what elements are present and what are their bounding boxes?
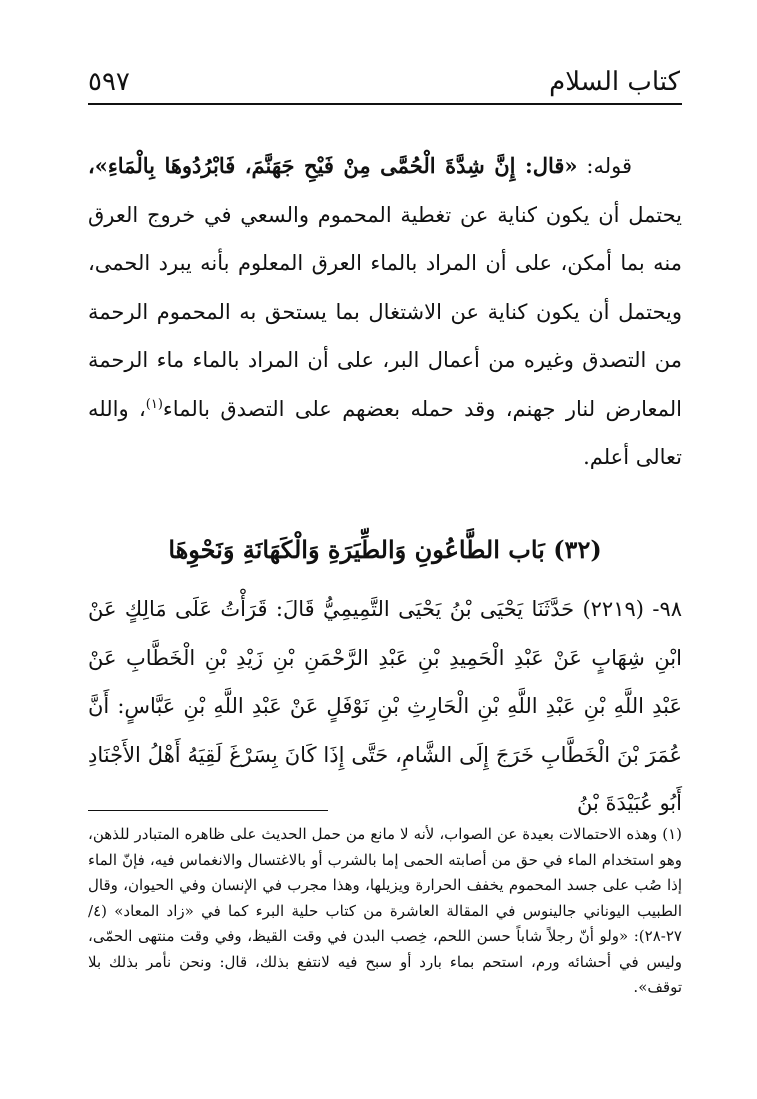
- commentary-body: يحتمل أن يكون كناية عن تغطية المحموم والسعي في خروج العرق منه بما أمكن، على أن المراد بالماء العرق المعلوم بأنه يبرد الحمى، ويحتمل أن يكون كناية عن الاشتغال بما يستحق به المحموم الرحمة من التصدق وغيره من أعمال البر، على أن المراد بالماء ماء الرحمة المعارض لنار جهنم، وقد حمله بعضهم على التصدق بالماء: [88, 202, 682, 421]
- running-header: [88, 62, 680, 102]
- hadith-paragraph: ٩٨- (٢٢١٩) حَدَّثَنَا يَحْيَى بْنُ يَحْيَى التَّمِيمِيُّ قَالَ: قَرَأْتُ عَلَى مَالِكٍ عَنْ ابْنِ شِهَابٍ عَنْ عَبْدِ الْحَمِيدِ بْنِ عَبْدِ الرَّحْمَنِ بْنِ زَيْدِ بْنِ الْخَطَّابِ عَنْ عَبْدِ اللَّهِ بْنِ عَبْدِ اللَّهِ بْنِ الْحَارِثِ بْنِ نَوْفَلٍ عَنْ عَبْدِ اللَّهِ بْنِ عَبَّاسٍ: أَنَّ عُمَرَ بْنَ الْخَطَّابِ خَرَجَ إِلَى الشَّامِ، حَتَّى إِذَا كَانَ بِسَرْغَ لَقِيَهُ أَهْلُ الأَجْنَادِ أَبُو عُبَيْدَةَ بْنُ: [88, 597, 682, 815]
- header-rule: [88, 103, 682, 105]
- commentary-paragraph: [88, 142, 682, 482]
- commentary-section: [88, 142, 682, 482]
- commentary-lead: قوله:: [577, 154, 632, 178]
- footnote-marker: (١): [662, 825, 682, 843]
- footnote-text: وهذه الاحتمالات بعيدة عن الصواب، لأنه لا مانع من حمل الحديث على ظاهره المتبادر للذهن، وهو استخدام الماء في حق من أصابته الحمى إما بالشرب أو بالاغتسال والانغماس فيه، فإنّ الماء إذا صُب على جسد المحموم يخفف الحرارة ويزيلها، وهذا مجرب في الإنسان وفي الحيوان، وقال الطبيب اليوناني جالينوس في المقالة العاشرة من كتاب حلية البرء كما في «زاد المعاد» (٤/ ٢٧-٢٨): «ولو أنّ رجلاً شاباً حسن اللحم، خِصب البدن في وقت القيظ، وفي وقت منتهى الحمّى، وليس في أحشائه ورم، استحم بماء بارد أو سبح فيه لانتفع بذلك، قال: ونحن نأمر بذلك بلا توقف».: [88, 825, 682, 996]
- footnotes-section: [88, 822, 682, 1001]
- book-title: كتاب السلام: [549, 67, 680, 97]
- hadith-section: [88, 585, 682, 828]
- page-number: ٥٩٧: [88, 67, 130, 97]
- footnote-reference[interactable]: (١): [145, 396, 163, 412]
- chapter-heading: (٣٢) بَاب الطَّاعُونِ وَالطِّيَرَةِ وَالْكَهَانَةِ وَنَحْوِهَا: [168, 535, 602, 564]
- footnote-item: [88, 822, 682, 1001]
- commentary-ending: ، والله تعالى أعلم.: [88, 396, 682, 469]
- hadith-quote: «قال: إِنَّ شِدَّةَ الْحُمَّى مِنْ فَيْحِ جَهَنَّمَ، فَابْرُدُوهَا بِالْمَاءِ»،: [88, 153, 578, 178]
- footnote-rule: [88, 810, 328, 811]
